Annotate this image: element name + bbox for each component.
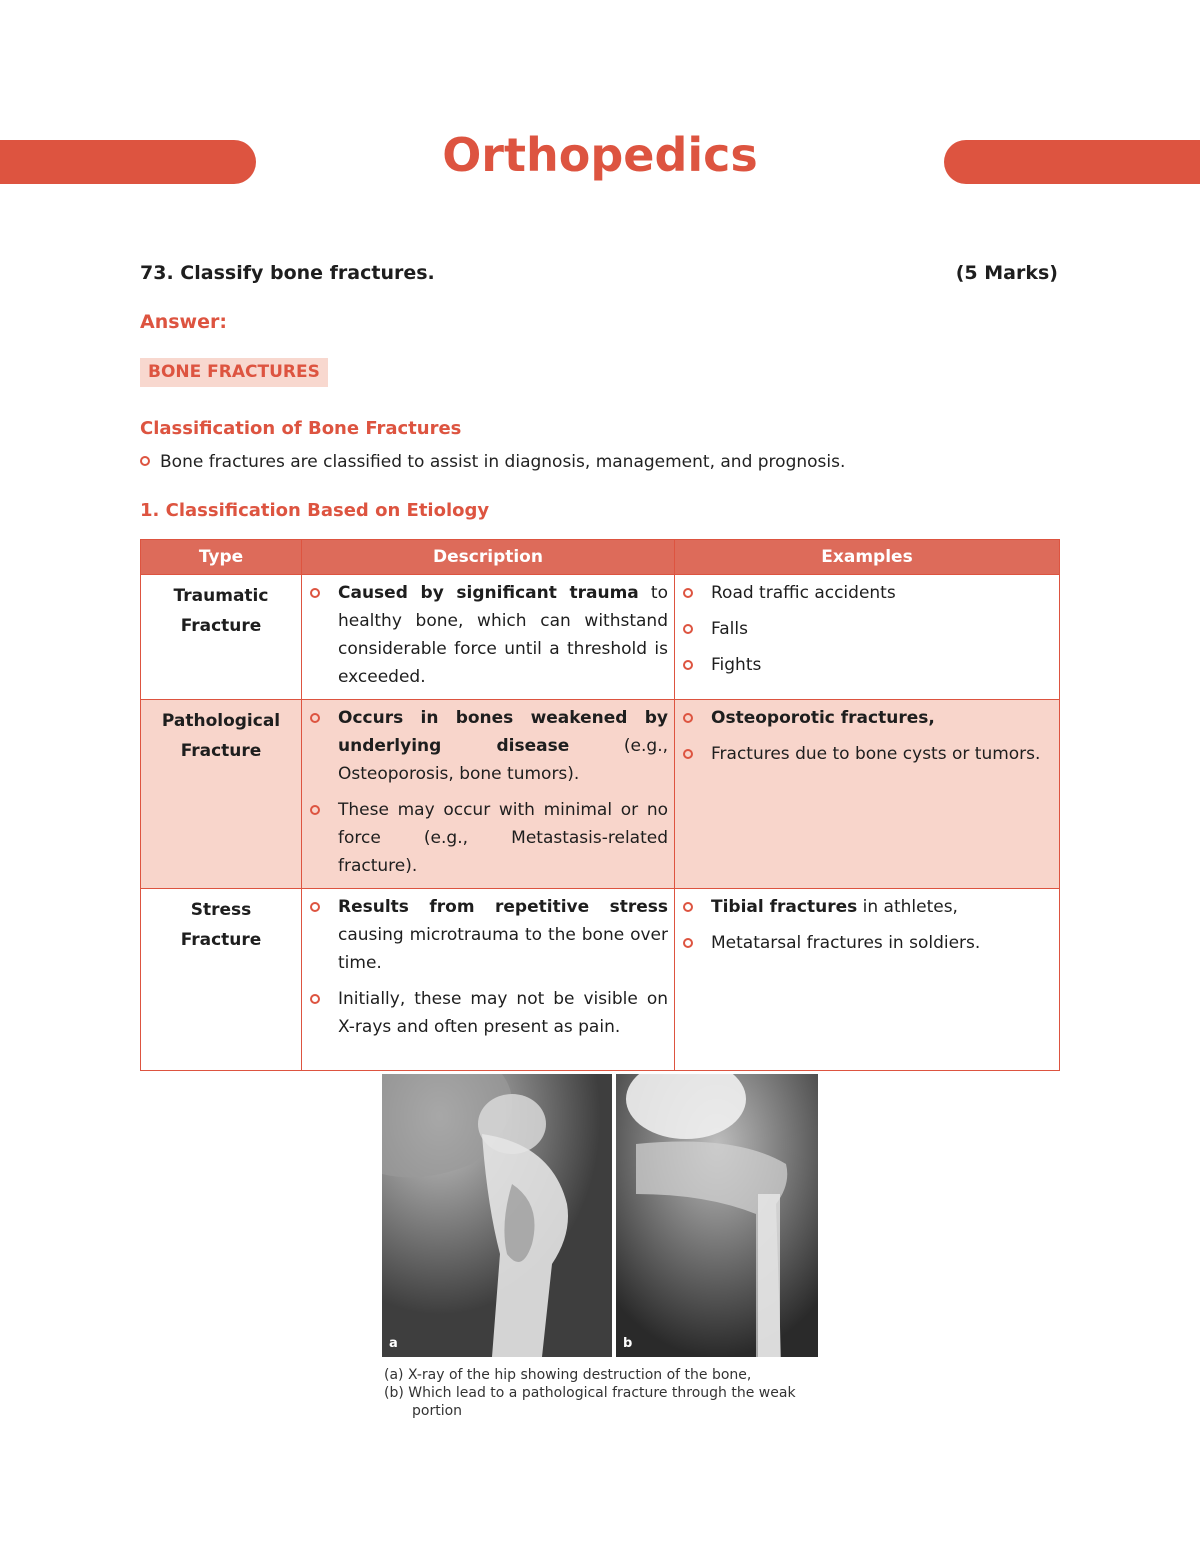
xray-image-a bbox=[382, 1074, 612, 1357]
examples-cell bbox=[675, 700, 1060, 889]
bullet-circle-icon bbox=[310, 588, 320, 598]
examples-cell bbox=[675, 575, 1060, 700]
question-number: 73. bbox=[140, 262, 174, 284]
bullet-circle-icon bbox=[310, 713, 320, 723]
xray-image-b bbox=[616, 1074, 818, 1357]
table-header-type: Type bbox=[141, 540, 302, 575]
classification-heading: Classification of Bone Fractures bbox=[140, 418, 462, 439]
fracture-type: Pathological bbox=[161, 711, 281, 731]
list-item: Osteoporotic fractures, bbox=[681, 704, 1053, 732]
question bbox=[140, 262, 1058, 284]
bullet-circle-icon bbox=[683, 624, 693, 634]
xray-figure bbox=[382, 1074, 818, 1357]
list-item: Falls bbox=[681, 615, 1053, 643]
fracture-type: Traumatic bbox=[173, 586, 269, 606]
caption-line-a: (a) X-ray of the hip showing destruction of the bone, bbox=[384, 1367, 752, 1383]
description-cell bbox=[302, 700, 675, 889]
bullet-circle-icon bbox=[683, 588, 693, 598]
question-marks: (5 Marks) bbox=[955, 262, 1058, 284]
bullet-circle-icon bbox=[140, 456, 150, 466]
etiology-table bbox=[140, 539, 1060, 1071]
table-row bbox=[141, 700, 1060, 889]
fracture-type: Stress bbox=[190, 900, 252, 920]
description-cell bbox=[302, 575, 675, 700]
section-tag: BONE FRACTURES bbox=[140, 358, 328, 387]
page-title: Orthopedics bbox=[442, 128, 758, 182]
figure-caption bbox=[384, 1366, 824, 1420]
answer-label: Answer: bbox=[140, 311, 227, 333]
bullet-circle-icon bbox=[310, 805, 320, 815]
examples-cell bbox=[675, 889, 1060, 1071]
list-item: Fractures due to bone cysts or tumors. bbox=[681, 740, 1053, 768]
section-heading: 1. Classification Based on Etiology bbox=[140, 500, 490, 521]
table-header-row bbox=[141, 540, 1060, 575]
list-item: Road traffic accidents bbox=[681, 579, 1053, 607]
xray-label-b: b bbox=[623, 1336, 633, 1351]
bullet-circle-icon bbox=[683, 938, 693, 948]
question-text: Classify bone fractures. bbox=[180, 262, 435, 284]
list-item: Initially, these may not be visible on X-rays and often present as pain. bbox=[308, 985, 668, 1041]
list-item: Fights bbox=[681, 651, 1053, 679]
table-header-examples: Examples bbox=[675, 540, 1060, 575]
classification-bullet-text: Bone fractures are classified to assist in diagnosis, management, and prognosis. bbox=[160, 452, 846, 472]
table-header-description: Description bbox=[302, 540, 675, 575]
bullet-circle-icon bbox=[683, 749, 693, 759]
caption-line-b: (b) Which lead to a pathological fracture through the weak portion bbox=[384, 1385, 796, 1419]
classification-bullet bbox=[140, 452, 845, 472]
list-item: Occurs in bones weakened by underlying disease (e.g., Osteoporosis, bone tumors). bbox=[308, 704, 668, 788]
bullet-circle-icon bbox=[683, 902, 693, 912]
bullet-circle-icon bbox=[310, 994, 320, 1004]
description-cell bbox=[302, 889, 675, 1071]
list-item: Metatarsal fractures in soldiers. bbox=[681, 929, 1053, 957]
fracture-type-cell bbox=[141, 889, 302, 1071]
list-item: Tibial fractures in athletes, bbox=[681, 893, 1053, 921]
table-row bbox=[141, 575, 1060, 700]
fracture-type: Fracture bbox=[180, 930, 262, 950]
fracture-type-cell bbox=[141, 700, 302, 889]
list-item: These may occur with minimal or no force (e.g., Metastasis-related fracture). bbox=[308, 796, 668, 880]
fracture-type: Fracture bbox=[180, 741, 262, 761]
table-row bbox=[141, 889, 1060, 1071]
bullet-circle-icon bbox=[683, 660, 693, 670]
xray-label-a: a bbox=[389, 1336, 398, 1351]
bullet-circle-icon bbox=[310, 902, 320, 912]
list-item: Caused by significant trauma to healthy bone, which can withstand considerable force until a threshold is exceeded. bbox=[308, 579, 668, 691]
list-item: Results from repetitive stress causing microtrauma to the bone over time. bbox=[308, 893, 668, 977]
fracture-type: Fracture bbox=[180, 616, 262, 636]
fracture-type-cell bbox=[141, 575, 302, 700]
bullet-circle-icon bbox=[683, 713, 693, 723]
